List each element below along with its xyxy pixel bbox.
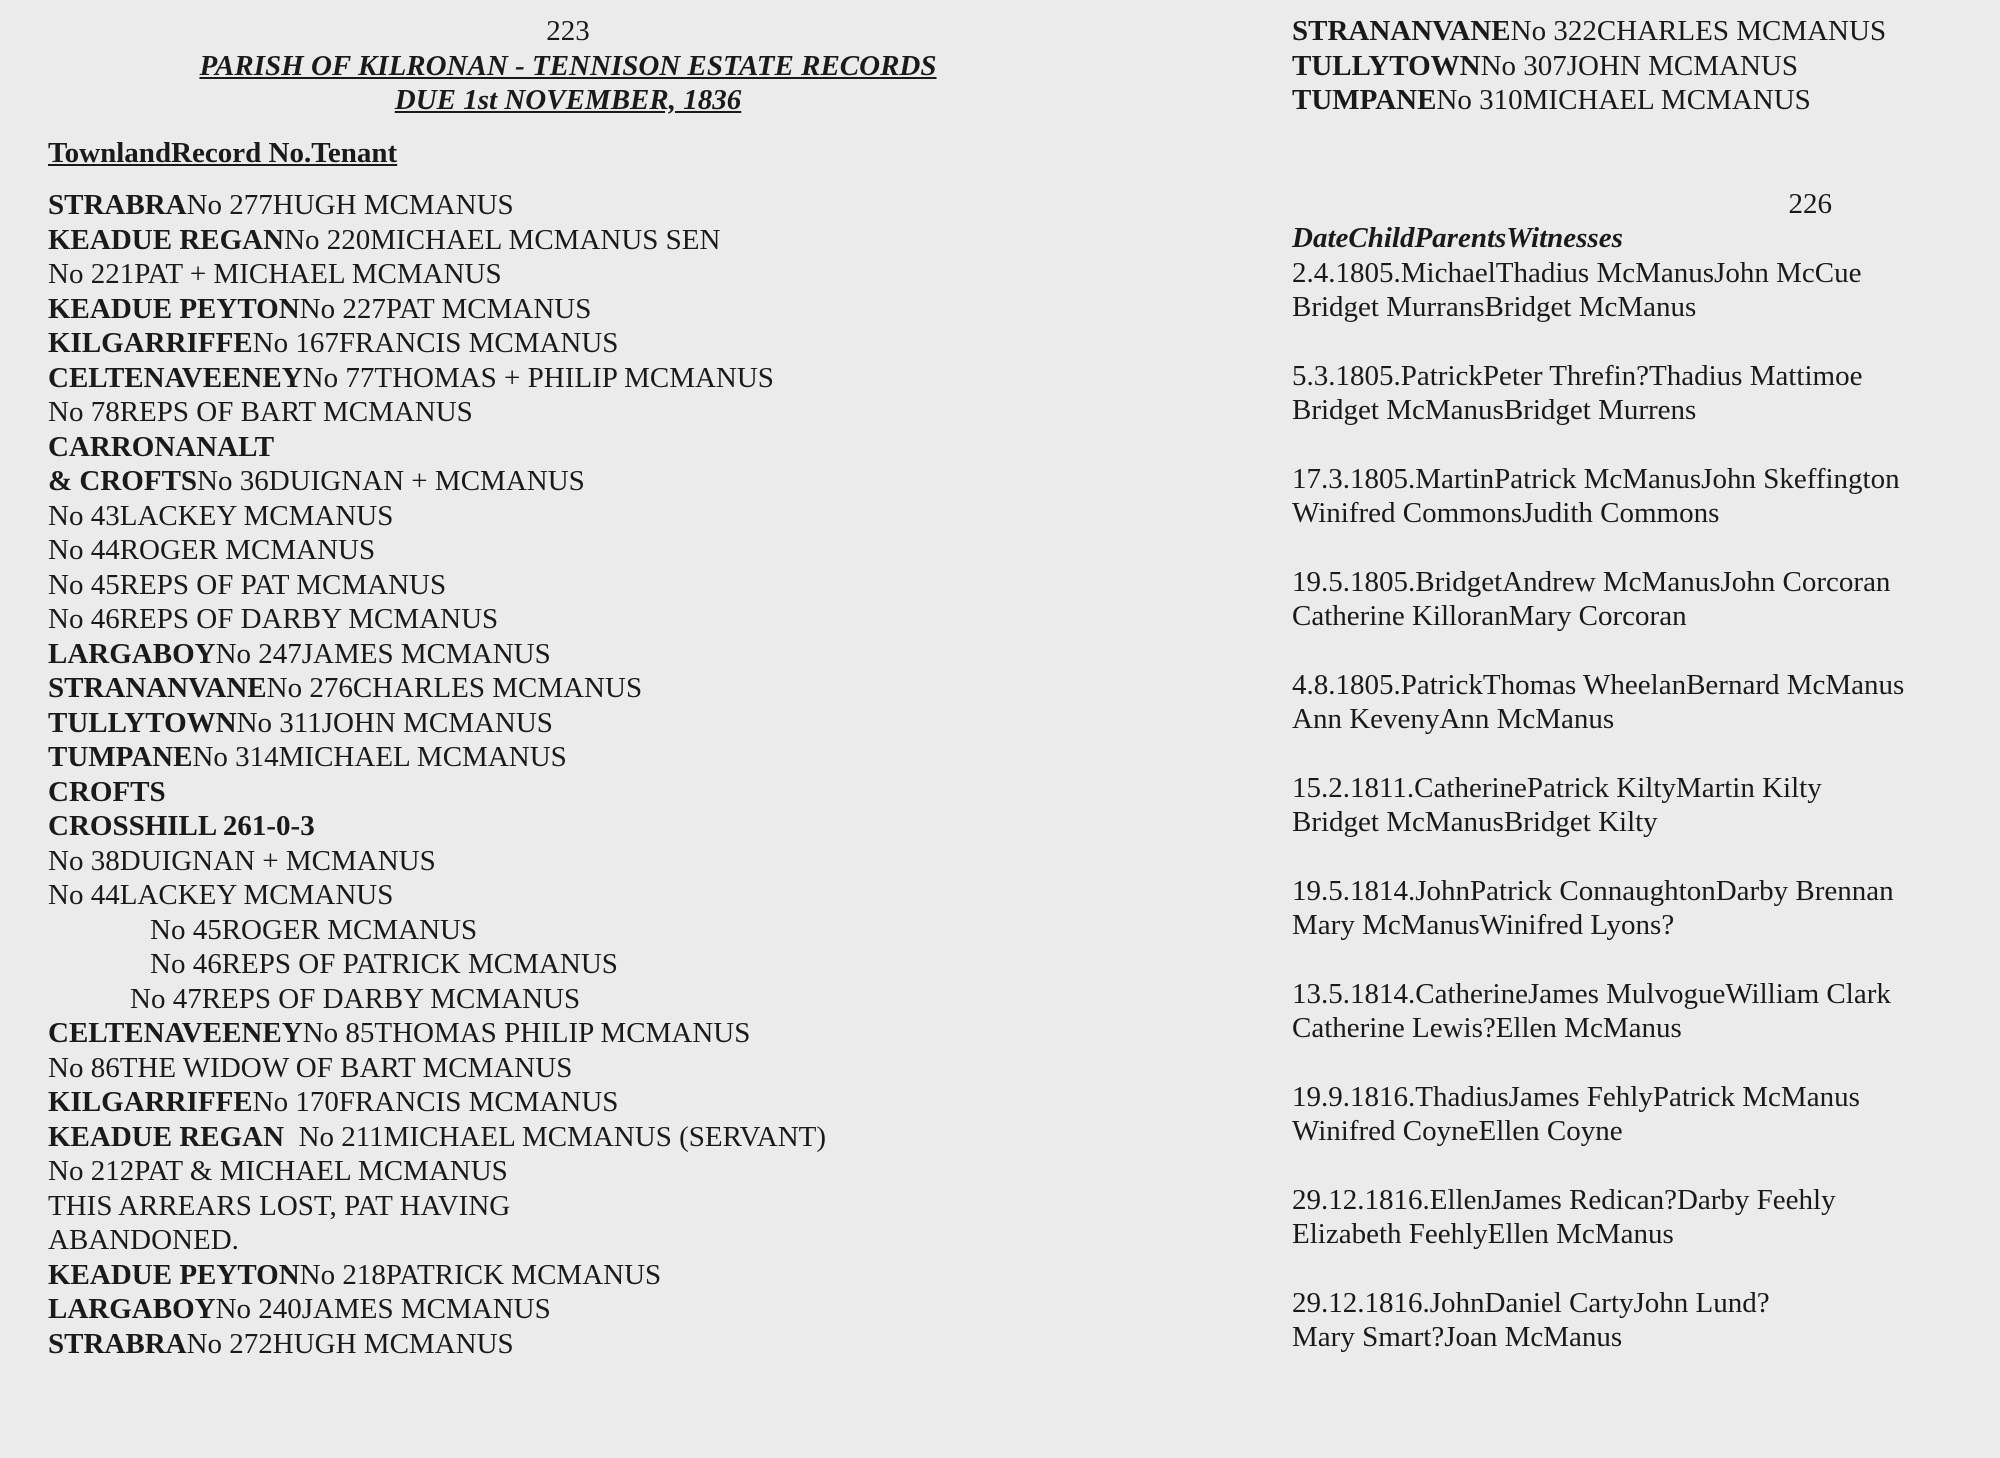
townland-name: KILGARRIFFE [48, 327, 253, 359]
tenant-record-line [48, 499, 1228, 534]
tenant-record-line [48, 464, 1228, 499]
tenant-record-line [48, 1189, 1228, 1224]
townland-name: KEADUE PEYTON [48, 1258, 300, 1291]
baptism-entry-main-line: 4.8.1805.PatrickThomas WheelanBernard McManus [1292, 668, 1905, 701]
townland-name: KEADUE PEYTON [48, 292, 300, 325]
tenant-record-line [48, 223, 1228, 258]
record-text: No 277HUGH MCMANUS [186, 189, 514, 221]
baptism-entry [1292, 668, 1972, 737]
baptism-entry-main-line: 13.5.1814.CatherineJames MulvogueWilliam Clark [1292, 977, 1891, 1010]
entry-spacer [1292, 840, 1972, 874]
townland-name: KILGARRIFFE [48, 1086, 253, 1118]
baptism-entry-sponsor-line: Catherine KilloranMary Corcoran [1292, 600, 1687, 632]
townland-name: STRABRA [48, 189, 187, 221]
tenant-record-line [48, 257, 1228, 292]
record-text: No 310MICHAEL MCMANUS [1436, 84, 1811, 116]
baptism-entry [1292, 462, 1972, 531]
townland-name: TUMPANE [48, 741, 193, 773]
baptism-entry [1292, 1080, 1972, 1149]
baptism-entry-main-line: 19.5.1805.BridgetAndrew McManusJohn Corcoran [1292, 565, 1891, 598]
townland-name: TULLYTOWN [48, 706, 237, 739]
baptism-entry-main-line: 19.5.1814.JohnPatrick ConnaughtonDarby Brennan [1292, 874, 1894, 907]
baptism-entry [1292, 874, 1972, 943]
entry-spacer [1292, 1149, 1972, 1183]
record-text: No 78REPS OF BART MCMANUS [48, 396, 473, 428]
record-text: No 276CHARLES MCMANUS [266, 672, 643, 704]
baptism-column-header: DateChildParentsWitnesses [1292, 222, 1623, 254]
baptism-entry-sponsor-line: Bridget McManusBridget Kilty [1292, 806, 1658, 838]
record-text: No 36DUIGNAN + MCMANUS [197, 465, 585, 497]
tenant-record-line [48, 1223, 1228, 1258]
entry-spacer [1292, 1046, 1972, 1080]
right-page [1292, 0, 1972, 1458]
record-text: No 86THE WIDOW OF BART MCMANUS [48, 1051, 573, 1084]
baptism-entry [1292, 771, 1972, 840]
entry-spacer [1292, 325, 1972, 359]
tenant-record-line [48, 1085, 1228, 1120]
tenant-record-line [48, 1051, 1228, 1086]
townland-name: STRABRA [48, 1327, 187, 1360]
baptism-entry-main-line: 2.4.1805.MichaelThadius McManusJohn McCue [1292, 256, 1862, 289]
record-text: No 211MICHAEL MCMANUS (SERVANT) [284, 1120, 827, 1153]
townland-name: STRANANVANE [1292, 15, 1511, 47]
baptism-entry [1292, 256, 1972, 325]
record-text: No 227PAT MCMANUS [299, 292, 592, 325]
townland-name: CROSSHILL 261-0-3 [48, 810, 315, 842]
page-title: PARISH OF KILRONAN - TENNISON ESTATE RECORDS [199, 49, 937, 82]
tenant-record-line [48, 671, 1228, 706]
tenant-record-line [48, 533, 1228, 568]
record-text: No 307JOHN MCMANUS [1480, 49, 1799, 82]
record-text: No 85THOMAS PHILIP MCMANUS [302, 1017, 751, 1049]
townland-name: TUMPANE [1292, 84, 1437, 116]
record-text: THIS ARREARS LOST, PAT HAVING [48, 1189, 511, 1222]
townland-name: CELTENAVEENEY [48, 361, 303, 394]
baptism-entry-sponsor-line: Catherine Lewis?Ellen McManus [1292, 1012, 1682, 1044]
tenant-record-line [48, 602, 1228, 637]
townland-name: LARGABOY [48, 637, 216, 670]
tenant-record-line [48, 568, 1228, 603]
baptism-entry-sponsor-line: Mary McManusWinifred Lyons? [1292, 909, 1675, 941]
baptism-entry-sponsor-line: Bridget MurransBridget McManus [1292, 291, 1697, 323]
baptism-entry-sponsor-line: Elizabeth FeehlyEllen McManus [1292, 1218, 1674, 1250]
continued-record-list [1292, 14, 1972, 118]
record-text: No 77THOMAS + PHILIP MCMANUS [302, 361, 774, 394]
tenant-record-line [48, 361, 1228, 396]
entry-spacer [1292, 634, 1972, 668]
column-header: TownlandRecord No.Tenant [48, 136, 398, 169]
page-number-left: 223 [546, 15, 590, 47]
left-page [48, 0, 1228, 1458]
tenant-record-line [1292, 49, 1972, 84]
tenant-record-line [48, 844, 1228, 879]
record-text: No 311JOHN MCMANUS [236, 706, 553, 739]
record-text: No 45ROGER MCMANUS [150, 913, 478, 946]
tenant-record-line [48, 913, 1228, 948]
baptism-entry-main-line: 17.3.1805.MartinPatrick McManusJohn Skeffington [1292, 462, 1900, 495]
record-text: No 38DUIGNAN + MCMANUS [48, 844, 436, 877]
page-subtitle: DUE 1st NOVEMBER, 1836 [394, 84, 742, 116]
tenant-record-line [1292, 83, 1972, 118]
townland-name: & CROFTS [48, 465, 198, 497]
record-text: No 221PAT + MICHAEL MCMANUS [48, 258, 502, 290]
baptism-entry [1292, 359, 1972, 428]
baptism-entry-list [1292, 256, 1972, 1355]
tenant-record-line [48, 982, 1228, 1017]
tenant-record-line [48, 740, 1228, 775]
entry-spacer [1292, 1252, 1972, 1286]
baptism-entry-sponsor-line: Ann KevenyAnn McManus [1292, 703, 1615, 735]
record-text: No 167FRANCIS MCMANUS [252, 327, 619, 359]
baptism-entry [1292, 565, 1972, 634]
baptism-entry-main-line: 19.9.1816.ThadiusJames FehlyPatrick McManus [1292, 1080, 1860, 1113]
baptism-entry-main-line: 29.12.1816.JohnDaniel CartyJohn Lund? [1292, 1286, 1770, 1319]
baptism-entry-main-line: 29.12.1816.EllenJames Redican?Darby Feehly [1292, 1183, 1836, 1216]
tenant-record-line [48, 1016, 1228, 1051]
entry-spacer [1292, 737, 1972, 771]
record-text: No 220MICHAEL MCMANUS SEN [284, 223, 721, 256]
entry-spacer [1292, 428, 1972, 462]
baptism-entry [1292, 1183, 1972, 1252]
tenant-record-line [48, 637, 1228, 672]
tenant-record-line [48, 430, 1228, 465]
tenant-record-line [1292, 14, 1972, 49]
townland-name: STRANANVANE [48, 672, 267, 704]
townland-name: CROFTS [48, 775, 166, 808]
record-text: No 240JAMES MCMANUS [215, 1293, 551, 1325]
record-text: No 46REPS OF PATRICK MCMANUS [150, 948, 618, 980]
record-text: No 44ROGER MCMANUS [48, 534, 376, 566]
record-text: No 44LACKEY MCMANUS [48, 879, 394, 911]
record-text: No 170FRANCIS MCMANUS [252, 1086, 619, 1118]
baptism-entry-sponsor-line: Mary Smart?Joan McManus [1292, 1321, 1623, 1353]
tenant-record-line [48, 188, 1228, 223]
tenant-record-line [48, 395, 1228, 430]
townland-name: TULLYTOWN [1292, 49, 1481, 82]
townland-name: LARGABOY [48, 1293, 216, 1325]
tenant-record-list [48, 188, 1228, 1361]
tenant-record-line [48, 878, 1228, 913]
tenant-record-line [48, 706, 1228, 741]
townland-name: KEADUE REGAN [48, 223, 285, 256]
entry-spacer [1292, 943, 1972, 977]
record-text: No 322CHARLES MCMANUS [1510, 15, 1887, 47]
record-text: No 247JAMES MCMANUS [215, 637, 551, 670]
baptism-entry-sponsor-line: Winifred CoyneEllen Coyne [1292, 1115, 1623, 1147]
tenant-record-line [48, 947, 1228, 982]
baptism-entry-sponsor-line: Bridget McManusBridget Murrens [1292, 394, 1697, 426]
tenant-record-line [48, 809, 1228, 844]
townland-name: KEADUE REGAN [48, 1120, 285, 1153]
tenant-record-line [48, 292, 1228, 327]
tenant-record-line [48, 1120, 1228, 1155]
tenant-record-line [48, 1327, 1228, 1362]
baptism-entry [1292, 1286, 1972, 1355]
record-text: No 43LACKEY MCMANUS [48, 499, 394, 532]
tenant-record-line [48, 326, 1228, 361]
tenant-record-line [48, 1154, 1228, 1189]
entry-spacer [1292, 531, 1972, 565]
record-text: No 212PAT & MICHAEL MCMANUS [48, 1155, 508, 1187]
baptism-entry-main-line: 15.2.1811.CatherinePatrick KiltyMartin Kilty [1292, 771, 1822, 804]
tenant-record-line [48, 1258, 1228, 1293]
record-text: No 46REPS OF DARBY MCMANUS [48, 603, 499, 635]
record-text: No 45REPS OF PAT MCMANUS [48, 568, 447, 601]
townland-name: CARRONANALT [48, 430, 275, 463]
record-text: ABANDONED. [48, 1224, 239, 1256]
baptism-entry [1292, 977, 1972, 1046]
baptism-entry-main-line: 5.3.1805.PatrickPeter Threfin?Thadius Mattimoe [1292, 359, 1863, 392]
tenant-record-line [48, 1292, 1228, 1327]
townland-name: CELTENAVEENEY [48, 1017, 303, 1049]
tenant-record-line [48, 775, 1228, 810]
record-text: No 218PATRICK MCMANUS [299, 1258, 662, 1291]
record-text: No 314MICHAEL MCMANUS [192, 741, 567, 773]
baptism-entry-sponsor-line: Winifred CommonsJudith Commons [1292, 497, 1720, 529]
record-text: No 47REPS OF DARBY MCMANUS [130, 982, 581, 1015]
page-number-right: 226 [1788, 187, 1832, 220]
record-text: No 272HUGH MCMANUS [186, 1327, 514, 1360]
